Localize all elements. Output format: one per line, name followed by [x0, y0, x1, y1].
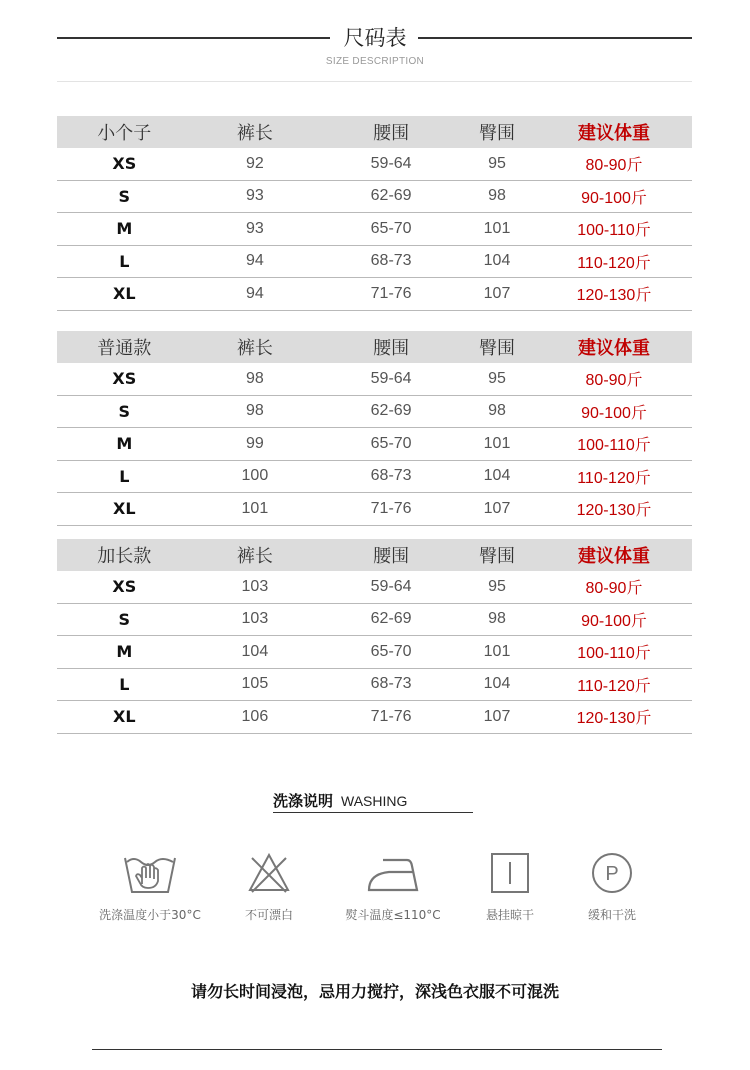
- group-label: 普通款: [97, 338, 152, 359]
- size-cell: M: [116, 642, 133, 662]
- length-cell: 104: [241, 642, 269, 660]
- waist-cell: 62-69: [370, 610, 412, 628]
- care-label: 洗涤温度小于30°C: [99, 908, 201, 922]
- table-row: [57, 604, 692, 637]
- care-item: [227, 850, 311, 923]
- weight-cell: 110-120斤: [577, 469, 651, 487]
- col-hip-header: 臀围: [479, 123, 516, 144]
- care-item: [88, 850, 212, 923]
- col-length-header: 裤长: [236, 338, 273, 359]
- hip-cell: 98: [488, 610, 506, 628]
- length-cell: 103: [241, 577, 269, 595]
- waist-cell: 68-73: [370, 252, 412, 270]
- weight-cell: 110-120斤: [577, 677, 651, 695]
- length-cell: 93: [245, 219, 264, 237]
- length-cell: 99: [245, 434, 264, 452]
- size-cell: L: [119, 466, 130, 486]
- iron-icon: [330, 850, 456, 896]
- weight-cell: 90-100斤: [581, 189, 647, 207]
- weight-cell: 120-130斤: [576, 502, 652, 520]
- hip-cell: 95: [488, 369, 506, 387]
- care-item: [572, 850, 652, 923]
- length-cell: 92: [245, 154, 264, 172]
- col-hip-header: 臀围: [479, 546, 516, 567]
- hip-cell: 98: [488, 402, 506, 420]
- size-cell: XL: [113, 499, 136, 519]
- waist-cell: 71-76: [370, 499, 412, 517]
- weight-cell: 100-110斤: [577, 437, 651, 455]
- length-cell: 98: [245, 369, 264, 387]
- length-cell: 94: [245, 284, 264, 302]
- col-waist-header: 腰围: [373, 546, 410, 567]
- size-cell: XS: [112, 369, 137, 389]
- size-cell: L: [119, 674, 130, 694]
- header-rule-right: [418, 37, 692, 39]
- length-cell: 94: [245, 252, 264, 270]
- gentle-dry-clean-icon: [572, 850, 652, 896]
- hip-cell: 95: [488, 154, 506, 172]
- table-header-row: [57, 331, 692, 363]
- size-table-petite: [57, 116, 692, 311]
- table-row: [57, 669, 692, 702]
- no-bleach-icon: [227, 850, 311, 896]
- length-cell: 101: [241, 499, 269, 517]
- col-length-header: 裤长: [236, 123, 273, 144]
- hip-cell: 101: [483, 642, 511, 660]
- size-cell: M: [116, 434, 133, 454]
- weight-cell: 90-100斤: [581, 404, 647, 422]
- size-cell: XS: [112, 154, 137, 174]
- table-row: [57, 461, 692, 494]
- table-header-row: [57, 116, 692, 148]
- waist-cell: 62-69: [370, 402, 412, 420]
- size-table-regular: [57, 331, 692, 526]
- table-row: [57, 701, 692, 734]
- hip-cell: 107: [483, 284, 511, 302]
- size-table-long: [57, 539, 692, 734]
- svg-text:P: P: [605, 863, 619, 885]
- waist-cell: 62-69: [370, 187, 412, 205]
- waist-cell: 71-76: [370, 284, 412, 302]
- care-label: 不可漂白: [244, 908, 293, 922]
- weight-cell: 110-120斤: [577, 254, 651, 272]
- size-chart-header: [0, 0, 750, 82]
- size-cell: M: [116, 219, 133, 239]
- group-label: 小个子: [97, 123, 152, 144]
- hand-wash-icon: [88, 850, 212, 896]
- care-item: [470, 850, 550, 923]
- hip-cell: 101: [483, 219, 511, 237]
- weight-cell: 120-130斤: [576, 710, 652, 728]
- table-row: [57, 571, 692, 604]
- washing-title-zh: 洗涤说明: [273, 792, 334, 810]
- size-cell: L: [119, 251, 130, 271]
- length-cell: 103: [241, 610, 269, 628]
- weight-cell: 80-90斤: [585, 157, 643, 175]
- waist-cell: 68-73: [370, 467, 412, 485]
- washing-section-title: [273, 790, 473, 812]
- hip-cell: 104: [483, 252, 511, 270]
- care-label: 缓和干洗: [587, 908, 636, 922]
- table-header-row: [57, 539, 692, 571]
- length-cell: 106: [241, 707, 269, 725]
- hip-cell: 107: [483, 499, 511, 517]
- length-cell: 93: [245, 187, 264, 205]
- length-cell: 100: [241, 467, 269, 485]
- table-row: [57, 428, 692, 461]
- col-length-header: 裤长: [236, 546, 273, 567]
- col-weight-header: 建议体重: [577, 123, 650, 144]
- hip-cell: 104: [483, 675, 511, 693]
- care-item: [330, 850, 456, 923]
- weight-cell: 90-100斤: [581, 612, 647, 630]
- size-cell: S: [118, 401, 131, 421]
- table-row: [57, 396, 692, 429]
- washing-title-en: WASHING: [341, 793, 408, 809]
- table-row: [57, 213, 692, 246]
- table-row: [57, 246, 692, 279]
- col-weight-header: 建议体重: [577, 338, 650, 359]
- page-subtitle: SIZE DESCRIPTION: [325, 56, 425, 67]
- col-waist-header: 腰围: [373, 123, 410, 144]
- table-row: [57, 278, 692, 311]
- waist-cell: 59-64: [370, 369, 412, 387]
- table-row: [57, 181, 692, 214]
- hip-cell: 104: [483, 467, 511, 485]
- weight-cell: 120-130斤: [576, 287, 652, 305]
- hip-cell: 101: [483, 434, 511, 452]
- size-cell: XL: [113, 284, 136, 304]
- size-cell: S: [118, 609, 131, 629]
- table-row: [57, 493, 692, 526]
- waist-cell: 59-64: [370, 577, 412, 595]
- header-rule-left: [57, 37, 330, 39]
- care-icons: [0, 850, 750, 930]
- length-cell: 105: [241, 675, 269, 693]
- waist-cell: 65-70: [370, 642, 412, 660]
- bottom-divider: [92, 1049, 662, 1050]
- col-weight-header: 建议体重: [577, 546, 650, 567]
- header-divider: [57, 81, 692, 82]
- weight-cell: 80-90斤: [585, 580, 643, 598]
- col-hip-header: 臀围: [479, 338, 516, 359]
- table-row: [57, 636, 692, 669]
- hip-cell: 98: [488, 187, 506, 205]
- care-label: 悬挂晾干: [485, 908, 534, 922]
- waist-cell: 71-76: [370, 707, 412, 725]
- waist-cell: 68-73: [370, 675, 412, 693]
- care-note: 请勿长时间浸泡，忌用力搅拧，深浅色衣服不可混洗: [190, 982, 559, 1001]
- col-waist-header: 腰围: [373, 338, 410, 359]
- table-row: [57, 363, 692, 396]
- waist-cell: 65-70: [370, 434, 412, 452]
- size-cell: S: [118, 186, 131, 206]
- washing-title-underline: [273, 812, 473, 813]
- hip-cell: 95: [488, 577, 506, 595]
- size-cell: XS: [112, 577, 137, 597]
- weight-cell: 100-110斤: [577, 222, 651, 240]
- care-label: 熨斗温度≤110°C: [345, 908, 441, 922]
- table-row: [57, 148, 692, 181]
- size-cell: XL: [113, 707, 136, 727]
- hang-dry-icon: [470, 850, 550, 896]
- hip-cell: 107: [483, 707, 511, 725]
- weight-cell: 100-110斤: [577, 645, 651, 663]
- length-cell: 98: [245, 402, 264, 420]
- group-label: 加长款: [97, 546, 152, 567]
- weight-cell: 80-90斤: [585, 372, 643, 390]
- waist-cell: 65-70: [370, 219, 412, 237]
- page-title: 尺码表: [343, 26, 407, 50]
- waist-cell: 59-64: [370, 154, 412, 172]
